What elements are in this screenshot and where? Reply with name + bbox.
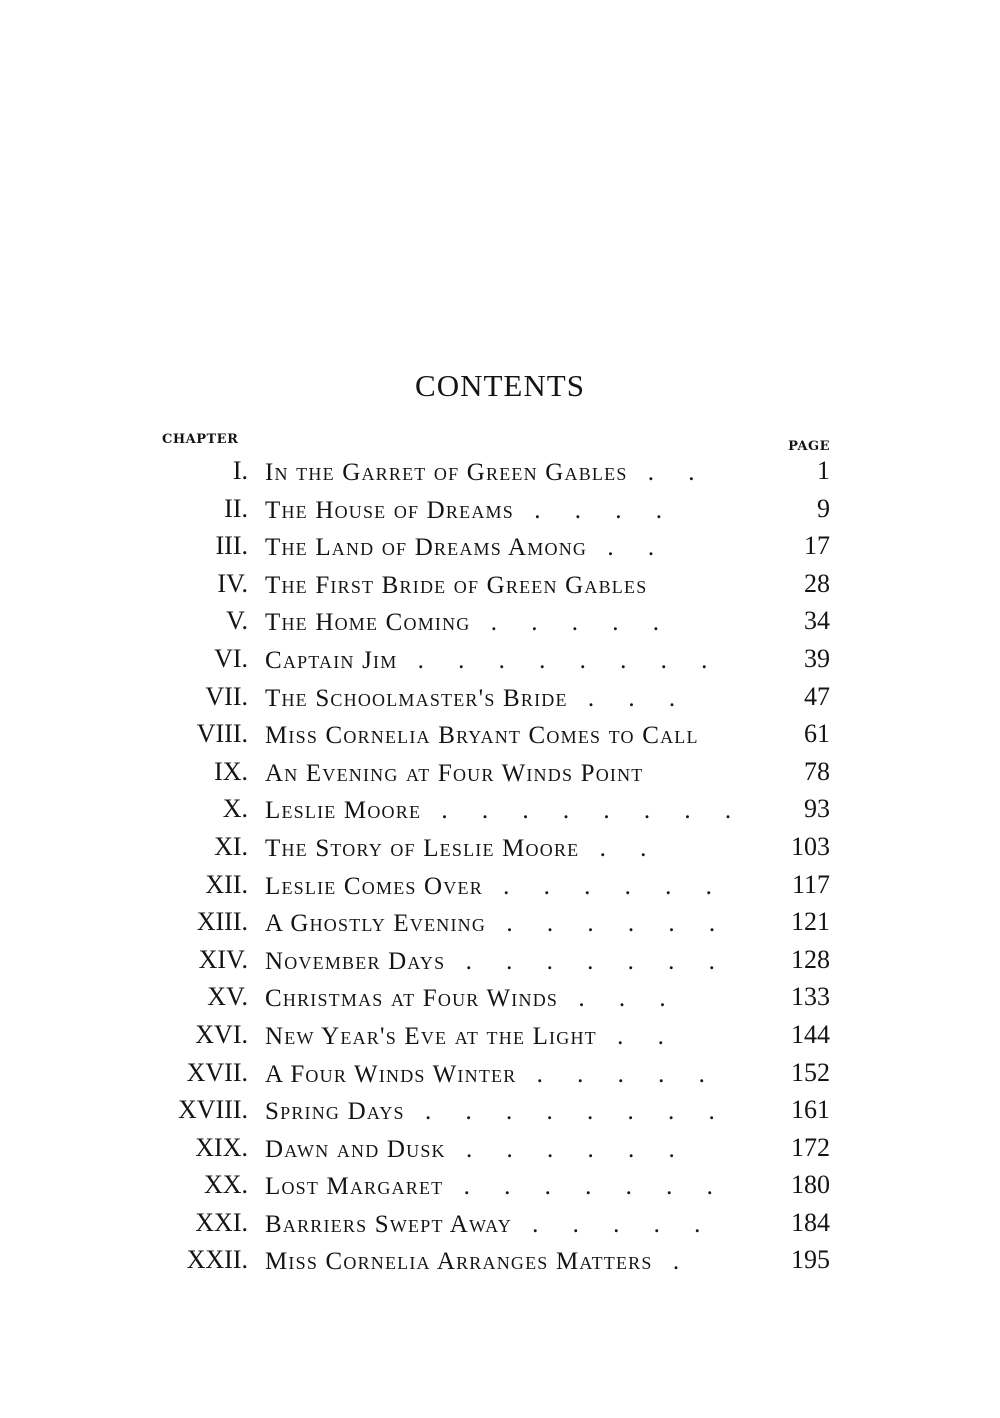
chapter-title-text: Spring Days	[265, 1098, 405, 1126]
chapter-title-text: A Four Winds Winter	[265, 1060, 517, 1088]
toc-entry	[0, 942, 1000, 980]
chapter-title	[265, 1210, 785, 1240]
chapter-title	[265, 834, 785, 864]
chapter-title-text: Captain Jim	[265, 646, 398, 674]
toc-entry	[0, 791, 1000, 829]
chapter-title-text: The House of Dreams	[265, 496, 514, 524]
toc-entry	[0, 1055, 1000, 1093]
chapter-number: XIII.	[196, 907, 248, 937]
chapter-title	[265, 458, 785, 488]
page-number: 17	[804, 531, 830, 561]
toc-entry	[0, 641, 1000, 679]
chapter-number: I.	[232, 456, 248, 485]
chapter-title-text: The Story of Leslie Moore	[265, 834, 580, 862]
page-number: 121	[791, 907, 830, 937]
chapter-title	[265, 909, 785, 939]
page-number: 9	[817, 493, 830, 523]
dot-leader: . . . . . . . .	[397, 646, 722, 674]
dot-leader: . . . .	[513, 496, 676, 524]
chapter-title-text: New Year's Eve at the Light	[265, 1022, 597, 1050]
page-number: 128	[791, 944, 830, 974]
chapter-title-text: The Home Coming	[265, 609, 471, 637]
dot-leader: . . .	[567, 684, 690, 712]
chapter-number: XXII.	[186, 1245, 248, 1275]
page-number: 184	[791, 1207, 830, 1237]
toc-entry	[0, 867, 1000, 905]
chapter-number: VIII.	[196, 719, 248, 749]
chapter-number: XV.	[207, 982, 248, 1012]
chapter-number: VI.	[214, 643, 248, 673]
chapter-title-text: November Days	[265, 947, 446, 975]
page-number: 180	[791, 1170, 830, 1200]
page-number: 144	[791, 1019, 830, 1049]
dot-leader: . . . . . . . .	[404, 1098, 729, 1126]
page-number: 133	[791, 982, 830, 1012]
toc-entry	[0, 1242, 1000, 1280]
chapter-title	[265, 646, 785, 676]
chapter-number: XVI.	[195, 1019, 248, 1049]
chapter-number: IV.	[217, 568, 248, 598]
chapter-number: IX.	[214, 756, 248, 786]
chapter-number: XII.	[205, 869, 248, 899]
toc-entry	[0, 453, 1000, 491]
chapter-number: III.	[215, 531, 248, 561]
dot-leader: . . . . . . .	[445, 947, 729, 975]
dot-leader: . . . . .	[511, 1210, 715, 1238]
page-number: 152	[791, 1057, 830, 1087]
page-column-label: PAGE	[788, 439, 830, 454]
page-number: 61	[804, 719, 830, 749]
chapter-title-text: The First Bride of Green Gables	[265, 571, 648, 599]
chapter-title-text: The Schoolmaster's Bride	[265, 684, 568, 712]
chapter-title	[265, 533, 785, 563]
dot-leader: . . . . . .	[482, 872, 726, 900]
dot-leader: . . . . . .	[445, 1135, 689, 1163]
toc-entry	[0, 1130, 1000, 1168]
toc-entry	[0, 528, 1000, 566]
toc-entry	[0, 1205, 1000, 1243]
toc-entry	[0, 1167, 1000, 1205]
chapter-title	[265, 571, 785, 601]
dot-leader: . . . . .	[516, 1060, 719, 1088]
toc-entry	[0, 1017, 1000, 1055]
toc-entry	[0, 1092, 1000, 1130]
dot-leader: . . .	[558, 985, 680, 1013]
toc-entry	[0, 754, 1000, 792]
page-number: 172	[791, 1132, 830, 1162]
chapter-number: XIV.	[198, 944, 248, 974]
chapter-title	[265, 496, 785, 526]
page-title: CONTENTS	[415, 368, 585, 403]
chapter-number: XI.	[214, 831, 248, 861]
chapter-title	[265, 1247, 785, 1277]
chapter-title-text: Miss Cornelia Arranges Matters	[265, 1248, 653, 1276]
chapter-number: II.	[224, 493, 248, 523]
chapter-title-text: In the Garret of Green Gables	[265, 459, 628, 486]
page-number: 78	[804, 756, 830, 786]
page-number: 34	[804, 606, 830, 636]
chapter-title-text: An Evening at Four Winds Point	[265, 759, 644, 787]
dot-leader: . .	[587, 534, 669, 562]
dot-leader: .	[652, 1248, 694, 1276]
chapter-number: VII.	[205, 681, 248, 711]
toc-entry	[0, 491, 1000, 529]
chapter-column-label: CHAPTER	[162, 432, 239, 447]
chapter-number: X.	[222, 794, 248, 824]
chapter-title	[265, 1135, 785, 1165]
chapter-title	[265, 759, 785, 789]
page-number: 161	[791, 1095, 830, 1125]
chapter-title-text: Leslie Moore	[265, 797, 422, 825]
toc-entry	[0, 904, 1000, 942]
chapter-title-text: The Land of Dreams Among	[265, 534, 588, 562]
chapter-title-text: Barriers Swept Away	[265, 1210, 512, 1238]
chapter-number: V.	[226, 606, 248, 636]
toc-entry	[0, 716, 1000, 754]
toc-entry	[0, 566, 1000, 604]
chapter-title	[265, 608, 785, 638]
chapter-number: XXI.	[195, 1207, 248, 1237]
chapter-title-text: Leslie Comes Over	[265, 872, 483, 900]
dot-leader: . . . . . . . .	[421, 797, 746, 825]
page-number: 103	[791, 831, 830, 861]
page-number: 28	[804, 568, 830, 598]
toc-entry	[0, 829, 1000, 867]
dot-leader: . . . . .	[470, 609, 673, 637]
page-number: 195	[791, 1245, 830, 1275]
chapter-title	[265, 1097, 785, 1127]
toc-entry	[0, 979, 1000, 1017]
chapter-title	[265, 1022, 785, 1052]
page-number: 1	[817, 456, 830, 485]
chapter-title	[265, 1172, 785, 1202]
toc-entry	[0, 679, 1000, 717]
chapter-title	[265, 872, 785, 902]
chapter-number: XX.	[203, 1170, 248, 1200]
chapter-number: XVIII.	[177, 1095, 248, 1125]
chapter-title	[265, 796, 785, 826]
table-of-contents	[0, 453, 1000, 1280]
chapter-title	[265, 721, 785, 751]
chapter-title-text: Miss Cornelia Bryant Comes to Call	[265, 722, 699, 750]
dot-leader: . .	[596, 1022, 678, 1050]
dot-leader: . .	[627, 459, 709, 486]
chapter-number: XVII.	[186, 1057, 248, 1087]
chapter-title	[265, 984, 785, 1014]
chapter-title-text: A Ghostly Evening	[265, 910, 487, 938]
chapter-title	[265, 1060, 785, 1090]
page-number: 47	[804, 681, 830, 711]
chapter-title	[265, 947, 785, 977]
dot-leader: . . . . . .	[486, 910, 730, 938]
page-number: 117	[791, 869, 830, 899]
chapter-title-text: Dawn and Dusk	[265, 1135, 446, 1163]
toc-entry	[0, 603, 1000, 641]
page-number: 39	[804, 643, 830, 673]
page-number: 93	[804, 794, 830, 824]
chapter-title	[265, 684, 785, 714]
dot-leader: . . . . . . .	[443, 1173, 727, 1201]
chapter-title-text: Christmas at Four Winds	[265, 985, 559, 1013]
chapter-number: XIX.	[195, 1132, 248, 1162]
dot-leader: . .	[579, 834, 661, 862]
chapter-title-text: Lost Margaret	[265, 1173, 444, 1201]
